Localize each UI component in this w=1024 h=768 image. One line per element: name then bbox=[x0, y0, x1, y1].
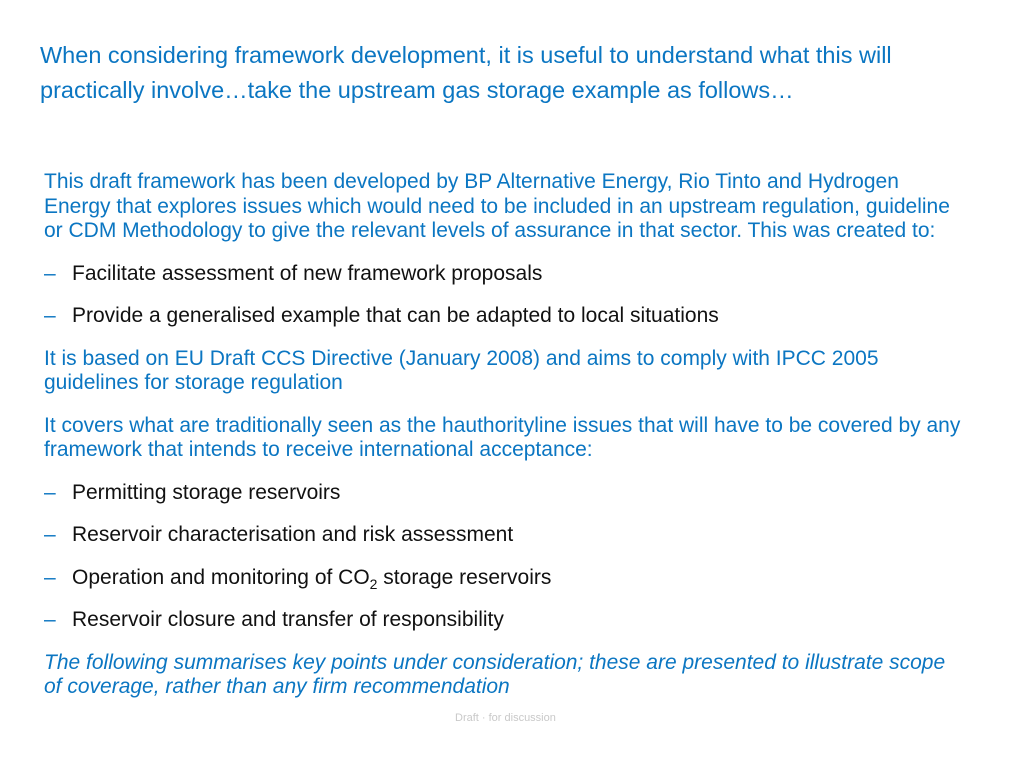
bullet-item bbox=[44, 566, 964, 591]
bullet-text: Reservoir characterisation and risk assessment bbox=[72, 523, 514, 546]
bullet-dash: – bbox=[44, 565, 56, 589]
bullet-text bbox=[72, 566, 551, 591]
bullet-item bbox=[44, 523, 964, 548]
bullet-text: Provide a generalised example that can be adapted to local situations bbox=[72, 304, 719, 327]
bullet-item bbox=[44, 608, 964, 633]
intro-paragraph: This draft framework has been developed by BP Alternative Energy, Rio Tinto and Hydrogen Energy that explores issues which would need to be included in an upstream regulation, guideline or CDM Methodology to give the relevant levels of assurance in that sector. This was created to: bbox=[44, 170, 950, 242]
bullet-dash: – bbox=[44, 523, 56, 546]
co2-subscript: 2 bbox=[369, 575, 378, 592]
bullet-item bbox=[44, 304, 964, 329]
bullet-dash: – bbox=[44, 480, 56, 504]
bullet-text: Facilitate assessment of new framework proposals bbox=[72, 261, 543, 285]
bullet-dash: – bbox=[44, 261, 56, 285]
slide-body bbox=[44, 170, 964, 700]
basis-paragraph: It is based on EU Draft CCS Directive (January 2008) and aims to comply with IPCC 2005 guidelines for storage regulation bbox=[44, 346, 879, 394]
bullet-dash: – bbox=[44, 608, 56, 631]
bullet-text: Reservoir closure and transfer of responsibility bbox=[72, 608, 504, 631]
bullet-dash: – bbox=[44, 304, 56, 327]
bullet-item bbox=[44, 262, 964, 287]
coverage-paragraph: It covers what are traditionally seen as the hauthorityline issues that will have to be covered by any framework that intends to receive international acceptance: bbox=[44, 413, 961, 461]
bullet-item bbox=[44, 481, 964, 506]
bullet-text: Permitting storage reservoirs bbox=[72, 480, 341, 504]
bullet-text-main: Operation and monitoring of CO bbox=[72, 565, 370, 589]
closing-paragraph: The following summarises key points under consideration; these are presented to illustrate scope of coverage, rather than any firm recommendation bbox=[44, 650, 946, 698]
slide-title: When considering framework development, it is useful to understand what this will practically involve…take the upstream gas storage example as follows… bbox=[40, 42, 892, 103]
bullet-text-tail: storage reservoirs bbox=[377, 565, 552, 589]
footer-note: Draft · for discussion bbox=[455, 712, 556, 724]
